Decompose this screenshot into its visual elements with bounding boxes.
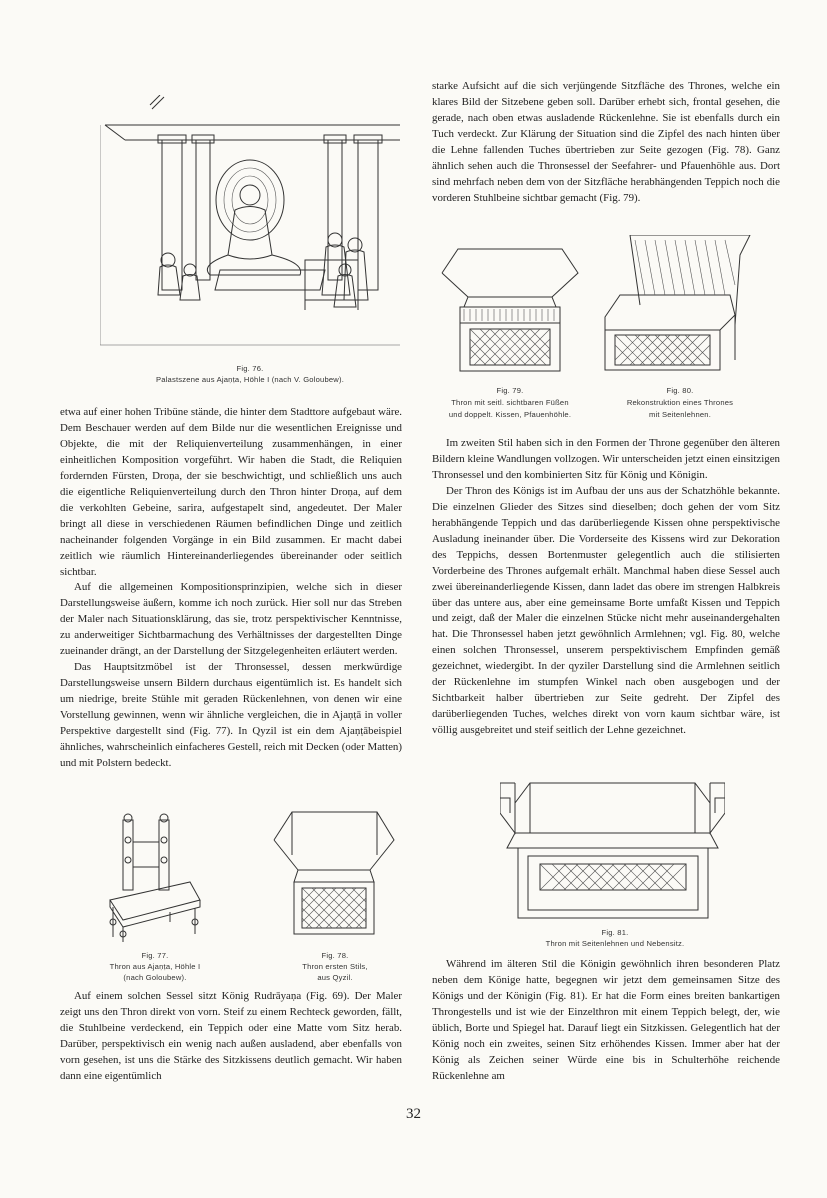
right-column-bottom-text	[432, 957, 780, 1085]
figure-81-number: Fig. 81.	[601, 928, 629, 937]
figure-79-caption-line1: Thron mit seitl. sichtbaren Füßen	[451, 398, 569, 407]
figure-76-number: Fig. 76.	[236, 364, 264, 373]
figure-78-caption-line2: aus Qyzil.	[317, 973, 353, 982]
paragraph: Im zweiten Stil haben sich in den Formen der Throne gegenüber den älteren Bildern kleine Wandlungen vollzogen. Wir unterscheiden jetzt einen einsitzigen Thronsessel und den kombinierten Sitz für König und Königin.	[432, 437, 780, 481]
figure-79-number: Fig. 79.	[496, 386, 524, 395]
right-column-top-text	[432, 79, 780, 207]
figure-79-throne-pfauenhoehle	[440, 245, 580, 375]
paragraph: Das Hauptsitzmöbel ist der Thronsessel, dessen merkwürdige Darstellungsweise unsern Bildern durchaus eigentümlich ist. Es handelt sich um niedrige, breite Stühle mit geraden Rückenlehnen, von denen wir eine Vorstellung gewinnen, wenn wir ähnliche vergleichen, die in Ajaṇṭā in voller Perspektive dargestellt sind (Fig. 77). In Qyzil ist ein dem Ajaṇṭābeispiel ähnliches, wahrscheinlich einfacheres Gestell, reich mit Decken (oder Matten) und mit Polstern bedeckt.	[60, 661, 402, 769]
paragraph: Während im älteren Stil die Königin gewöhnlich ihren besonderen Platz neben dem Könige hatte, begegnen wir jetzt dem gemeinsamen Sitze des Königs und der Königin (Fig. 81). Er hat die Form eines breiten bankartigen Throngestells und ist wie der Einzelthron mit einem Teppich belegt, der, wie üblich, Borte und Spiegel hat. Darauf liegt ein Sitzkissen. Gelegentlich hat der König noch ein zweites, seinen Sitz erhöhendes Kissen. Immer aber hat der König als Zeichen seiner Würde eine bis in Schulterhöhe reichende Rückenlehne am	[432, 958, 780, 1082]
figure-76-palace-scene	[100, 95, 400, 355]
left-column-bottom-text	[60, 989, 402, 1085]
paragraph: starke Aufsicht auf die sich verjüngende Sitzfläche des Thrones, welche ein klares Bild der Sitzebene geben soll. Darüber erhebt sich, frontal gesehen, die gerade, nach oben etwas ausladende Rückenlehne. Sie ist ebenfalls durch ein Tuch verdeckt. Zur Klärung der Situation sind die Zipfel des nach hinten über die Lehne fallenden Tuches übertrieben zur Seite gezogen (Fig. 78). Ganz ähnlich sehen auch die Thronsessel der Seefahrer- und Pfauenhöhle aus. Dort sind mehrfach neben dem von der Sitzfläche herabhängenden Teppich noch die vorderen Stuhlbeine sichtbar gemacht (Fig. 79).	[432, 80, 780, 204]
figure-80-caption-line2: mit Seitenlehnen.	[648, 410, 712, 419]
right-column-middle-text	[432, 436, 780, 739]
left-column-text	[60, 405, 402, 772]
paragraph: Auf einem solchen Sessel sitzt König Rudrāyaṇa (Fig. 69). Der Maler zeigt uns den Thron direkt von vorn. Steif zu einem Rechteck geworden, fällt, die Stuhlbeine verdeckend, ein Teppich oder eine Matte vom Sitz herab. Darüber, perspektivisch ein wenig nach außen ausladend, aber ebenfalls von vorn gesehen, ist uns die Stärke des Sitzkissens deutlich gemacht. Wir haben dann eine eigentümlich	[60, 990, 402, 1082]
paragraph: etwa auf einer hohen Tribüne stände, die hinter dem Stadttore aufgebaut wäre. Dem Beschauer werden auf dem Bilde nur die wesentlichen Ereignisse und Objekte, die mit der Reliquienverteilung zusammenhängen, in einer einheitlichen Komposition vorgeführt. Wir haben die Stadt, die Reliquien fordernden Fürsten, Droṇa, der sie beschwichtigt, und schließlich uns auch die eigentliche Reliquienverteilung durch den Thron hinter Droṇa, auf dem die verkohlten Gebeine, sarira, aufgestapelt sind, angedeutet. Der Maler bringt all diese in verschiedenen Räumen befindlichen Dinge und zeitlich nacheinander folgenden Vorgänge in ein Bild zusammen. Er macht dabei zeitlich wie räumlich Hintereinanderliegendes übereinander oder seitlich sichtbar.	[60, 406, 402, 578]
figure-77-caption-line2: (nach Goloubew).	[123, 973, 187, 982]
paragraph: Der Thron des Königs ist im Aufbau der uns aus der Schatzhöhle bekannte. Die einzelnen Glieder des Sitzes sind dieselben; doch gehen der vom Sitz herabhängende Teppich und das darüberliegende Kissen ohne perspektivische Ausladung ineinander über. Die Vorderseite des Kissens wird zur Dekoration des Teppichs, dessen Bortenmuster gelegentlich auch die stilisierten Vorderbeine des Thrones aufgemalt erhält. Manchmal haben diese Sessel auch zwei übereinanderliegende Kissen, dann ladet das obere im strengen Halbkreis über das untere aus, aber eine gemeinsame Borte umfaßt Kissen und Teppich und zeigt, daß der Maler die einzelnen Stücke nicht mehr auseinandergehalten hat. Die Thronsessel haben jetzt gewöhnlich Armlehnen; vgl. Fig. 80, welche einen solchen Thronsessel, unserem perspektivischem Empfinden gemäß gezeichnet, wiedergibt. In der qyziler Darstellung sind die Armlehnen seitlich der Rückenlehne im stumpfen Winkel nach oben ausgebogen und der Sichtbarkeit halber übertrieben zur Seite gedreht. Der Zipfel des darüberliegenden Tuches, welches direkt von vorn kaum sichtbar wäre, ist völlig ausgebreitet und steif seitlich der Lehne gezeichnet.	[432, 484, 780, 737]
figure-81-throne-with-side-seat	[500, 778, 725, 923]
figure-77-ajanta-throne	[95, 812, 215, 947]
figure-77-caption-line1: Thron aus Ajaṇṭa, Höhle I	[109, 962, 201, 971]
figure-78-number: Fig. 78.	[321, 951, 349, 960]
figure-76-caption: Palastszene aus Ajaṇṭa, Höhle I (nach V. Goloubew).	[155, 375, 345, 384]
page-number: 32	[406, 1106, 421, 1122]
figure-80-number: Fig. 80.	[666, 386, 694, 395]
figure-80-caption-line1: Rekonstruktion eines Thrones	[626, 398, 734, 407]
figure-81-caption: Thron mit Seitenlehnen und Nebensitz.	[545, 939, 685, 948]
figure-77-number: Fig. 77.	[141, 951, 169, 960]
figure-79-caption-line2: und doppelt. Kissen, Pfauenhöhle.	[448, 410, 572, 419]
figure-78-caption-line1: Thron ersten Stils,	[302, 962, 368, 971]
figure-78-qyzil-throne	[272, 810, 397, 938]
paragraph: Auf die allgemeinen Kompositionsprinzipien, welche sich in dieser Darstellungsweise äußern, komme ich noch zurück. Hier soll nur das Streben der Maler nach Situationsklärung, das sie, trotz perspektivischer Kenntnisse, zu anderweitiger Sichtbarmachung des Verhältnisses der dargestellten Dinge zueinander drängt, an der Darstellung der Sitzgelegenheiten erläutert werden.	[60, 581, 402, 658]
figure-80-throne-reconstruction	[600, 235, 755, 375]
